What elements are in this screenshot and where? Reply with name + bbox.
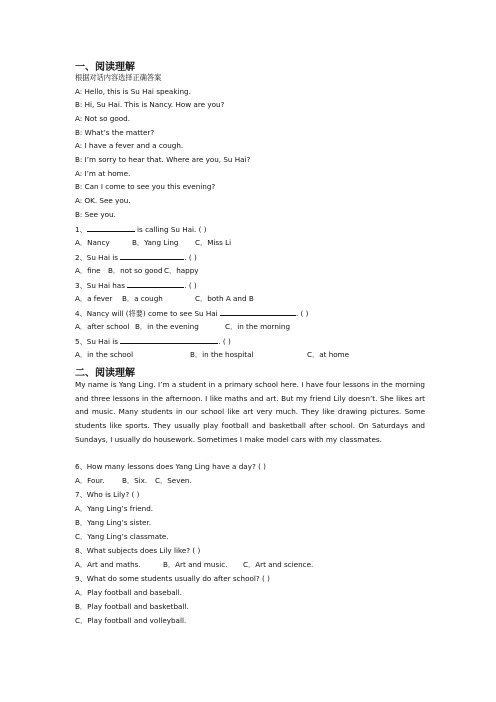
dialogue-line: A: Hello, this is Su Hai speaking.	[75, 87, 191, 96]
question-7: 7、Who is Lily? ( )	[75, 490, 140, 499]
option-c[interactable]: C．Art and science.	[243, 560, 314, 569]
reading-passage: My name is Yang Ling. I’m a student in a primary school here. I have four lessons in the morning and three lessons in the afternoon. I like maths and art. But my friend Lily doesn’t. She likes art and music. Many students in our school like art very much. They like drawing pictures. Some students like sports. They usually play football and basketball after school. On Saturdays and Sundays, I usually do housework. Sometimes I make model cars with my classmates.	[75, 380, 425, 444]
question-text: 2、Su Hai is	[75, 253, 121, 262]
option-b[interactable]: B．not so good	[108, 266, 163, 275]
option-b[interactable]: B．Play football and basketball.	[75, 602, 189, 611]
question-text: 5、Su Hai is	[75, 337, 121, 346]
option-c[interactable]: C．at home	[307, 350, 350, 359]
answer-blank[interactable]	[120, 336, 218, 344]
option-c[interactable]: C．both A and B	[195, 294, 254, 303]
option-b[interactable]: B．in the hospital	[190, 350, 254, 359]
question-text: 4、Nancy will (将要) come to see Su Hai	[75, 309, 220, 318]
answer-blank[interactable]	[220, 308, 296, 316]
option-b[interactable]: B．Six.	[122, 476, 148, 485]
answer-blank[interactable]	[120, 252, 184, 260]
question-8: 8、What subjects does Lily like? ( )	[75, 546, 201, 555]
instruction: 根据对话内容选择正确答案	[75, 73, 162, 82]
option-b[interactable]: B．Yang Ling’s sister.	[75, 518, 152, 527]
option-a[interactable]: A．in the school	[75, 350, 134, 359]
question-number: 1、	[75, 225, 87, 234]
option-a[interactable]: A．after school	[75, 322, 130, 331]
question-text: . ( )	[184, 281, 197, 290]
question-6: 6、How many lessons does Yang Ling have a day? ( )	[75, 462, 266, 471]
question-2	[75, 252, 197, 262]
dialogue-line: B: Hi, Su Hai. This is Nancy. How are you?	[75, 100, 225, 109]
option-a[interactable]: A．Play football and baseball.	[75, 588, 182, 597]
section-heading-1: 一、阅读理解	[75, 62, 135, 73]
dialogue-line: A: I’m at home.	[75, 169, 131, 178]
dialogue-line: A: I have a fever and a cough.	[75, 141, 184, 150]
option-c[interactable]: C．Seven.	[155, 476, 192, 485]
option-a[interactable]: A．Yang Ling’s friend.	[75, 504, 154, 513]
question-5	[75, 336, 231, 346]
question-text: . ( )	[184, 253, 197, 262]
option-c[interactable]: C．Yang Ling’s classmate.	[75, 532, 169, 541]
option-b[interactable]: B．in the evening	[135, 322, 199, 331]
option-c[interactable]: C．in the morning	[225, 322, 291, 331]
dialogue-line: B: What’s the matter?	[75, 128, 155, 137]
option-b[interactable]: B．Art and music.	[163, 560, 228, 569]
dialogue-line: A: OK. See you.	[75, 196, 131, 205]
option-c[interactable]: C．Miss Li	[195, 238, 232, 247]
answer-blank[interactable]	[87, 224, 135, 232]
question-text: 3、Su Hai has	[75, 281, 128, 290]
dialogue-line: A: Not so good.	[75, 114, 131, 123]
option-b[interactable]: B．Yang Ling	[132, 238, 179, 247]
option-a[interactable]: A．fine	[75, 266, 101, 275]
question-3	[75, 280, 197, 290]
dialogue-line: B: Can I come to see you this evening?	[75, 182, 216, 191]
option-b[interactable]: B．a cough	[122, 294, 163, 303]
option-c[interactable]: C．happy	[164, 266, 199, 275]
option-a[interactable]: A．Nancy	[75, 238, 110, 247]
dialogue-line: B: I’m sorry to hear that. Where are you, Su Hai?	[75, 155, 251, 164]
question-1	[75, 224, 207, 234]
question-text: is calling Su Hai. ( )	[134, 225, 207, 234]
question-9: 9、What do some students usually do after school? ( )	[75, 574, 270, 583]
section-heading-2: 二、阅读理解	[75, 368, 135, 379]
question-text: . ( )	[295, 309, 309, 318]
option-c[interactable]: C．Play football and volleyball.	[75, 616, 187, 625]
question-text: . ( )	[218, 337, 231, 346]
question-4	[75, 308, 308, 318]
answer-blank[interactable]	[127, 280, 184, 288]
dialogue-line: B: See you.	[75, 210, 116, 219]
option-a[interactable]: A．a fever	[75, 294, 113, 303]
option-a[interactable]: A．Four.	[75, 476, 105, 485]
option-a[interactable]: A．Art and maths.	[75, 560, 141, 569]
